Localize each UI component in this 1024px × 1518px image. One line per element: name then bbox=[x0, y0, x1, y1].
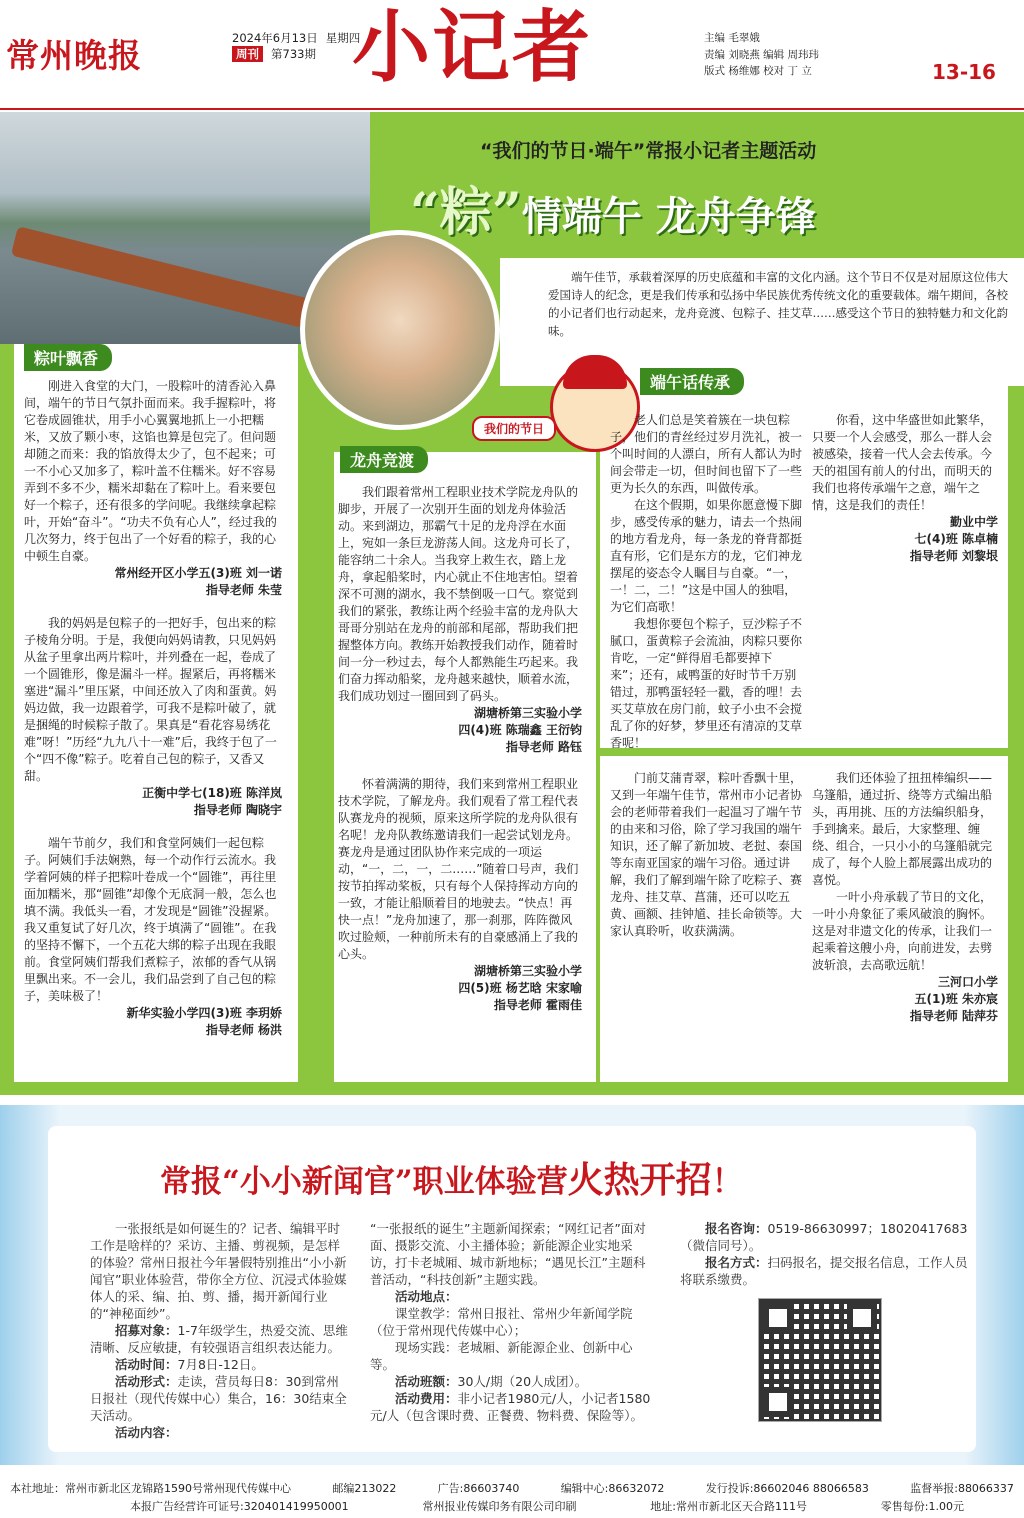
section-label-longzhou: 龙舟竞渡 bbox=[340, 446, 428, 473]
feature-title-zong: “粽” bbox=[410, 182, 522, 243]
footer-price: 零售每份:1.00元 bbox=[880, 1500, 964, 1513]
article-school: 湖塘桥第三实验小学 bbox=[473, 706, 582, 720]
ad-column-3 bbox=[680, 1220, 970, 1288]
ad-key: 活动内容： bbox=[115, 1425, 178, 1440]
ad-value: 课堂教学：常州日报社、常州少年新闻学院（位于常州现代传媒中心）； bbox=[370, 1306, 633, 1338]
article-text: 端午节前夕，我们和食堂阿姨们一起包粽子。阿姨们手法娴熟，每一个动作行云流水。我学着阿姨的样子把粽叶卷成一个“圆锥”，再往里面加糯米，那“圆锥”却像个无底洞一般，怎么也填不满。我低头一看，才发现是“圆锥”没握紧。我又重复试了好几次，终于填满了“圆锥”。在我的坚持不懈下，一个五花大绑的粽子出现在我眼前。食堂阿姨们帮我们煮粽子，浓郁的香气从锅里飘出来。不一会儿，我们品尝到了自己包的粽子，美味极了！ bbox=[24, 836, 277, 1003]
ad-value: 0519-86630997；18020417683（微信同号）。 bbox=[680, 1221, 968, 1253]
article-column-right-top-b bbox=[812, 412, 998, 565]
article-text: 怀着满满的期待，我们来到常州工程职业技术学院，了解龙舟。我们观看了常工程代表队赛龙舟的视频，原来这所学院的龙舟队很有名呢！龙舟队教练邀请我们一起尝试划龙舟。赛龙舟是通过团队协作来完成的一项运动，“一，二，一，二……”随着口号声，我们按节拍挥动桨板，只有每个人保持挥动方向的一致，才能让船顺着目的地驶去。“快点！再快一点！”龙舟加速了，那一刹那，阵阵微风吹过脸颊，一种前所未有的自豪感涌上了我的心头。 bbox=[338, 777, 579, 961]
ad-key: 活动形式： bbox=[115, 1374, 178, 1389]
article-text: 刚进入食堂的大门，一股粽叶的清香沁入鼻间，端午的节日气氛扑面而来。我手握粽叶，将它卷成圆锥状，用手小心翼翼地抓上一小把糯米，又放了颗小枣，这馅也算是包完了。但问题却随之而来：我的馅放得太少了，包不起来；可一不小心又加多了，粽叶盖不住糯米。好不容易弄到不多不少，糯米却黏在了粽叶上。看来要包好一个粽子，还有很多的学问呢。我继续拿起粽叶，开始“奋斗”。“功夫不负有心人”，经过我的几次努力，终于包出了一个好看的粽子，我的心中顿生自豪。 bbox=[24, 379, 277, 563]
page-title: 小记者 bbox=[352, 2, 593, 93]
article-text: 老人们总是笑着簇在一块包粽子，他们的青丝经过岁月洗礼，被一个叫时间的人漂白，所有人都认为时间会带走一切，但时间也留下了一些更为长久的东西，叫做传承。 bbox=[610, 413, 803, 495]
article-teacher: 指导老师 陶晓宇 bbox=[193, 803, 282, 817]
qr-finder-icon bbox=[847, 1303, 877, 1333]
issue-date: 2024年6月13日 bbox=[232, 31, 318, 45]
article-column-right-bottom-b bbox=[812, 770, 998, 1025]
staff-line: 版式 杨维娜 校对 丁 立 bbox=[704, 65, 812, 77]
ad-title-end: ！ bbox=[711, 1164, 743, 1200]
article-teacher: 指导老师 陆萍芬 bbox=[909, 1009, 998, 1023]
article-text: 门前艾蒲青翠，粽叶香飘十里，又到一年端午佳节，常州市小记者协会的老师带着我们一起温习了端午节的由来和习俗，除了学习我国的端午知识，还了解了新加坡、老挝、泰国等东南亚国家的端午习俗。通过讲解，我们了解到端午除了吃粽子、赛龙舟、挂艾草、菖蒲，还可以吃五黄、画额、挂钟馗、挂长命锁等。大家认真聆听，收获满满。 bbox=[610, 771, 803, 938]
section-label-zongye: 粽叶飘香 bbox=[24, 344, 112, 371]
zongzi-photo bbox=[300, 230, 500, 430]
article-text: 我的妈妈是包粽子的一把好手，包出来的粽子棱角分明。于是，我便向妈妈请教，只见妈妈从盆子里拿出两片粽叶，并列叠在一起，卷成了一个圆锥形，像是漏斗一样。握紧后，再将糯米塞进“漏斗”里压紧，中间还放入了肉和蛋黄。妈妈边做，我一边跟着学，可我不是粽叶破了，就是捆绳的时候粽子散了。果真是“看花容易绣花难”呀！”历经“九九八十一难”后，我终于包了一个“四不像”粽子。吃着自己包的粽子，又香又甜。 bbox=[24, 616, 277, 783]
qr-finder-icon bbox=[763, 1387, 793, 1417]
ad-key: 活动时间： bbox=[115, 1357, 178, 1372]
article-text: 在这个假期，如果你愿意慢下脚步，感受传承的魅力，请去一个热闹的地方看龙舟，每一条龙的脊背都挺直有形，它们是东方的龙，它们神龙摆尾的姿态令人瞩目与自豪。“一，一！二，二！”这是中国人的独唱，为它们高歌！ bbox=[610, 498, 803, 614]
feature-subtitle: “我们的节日·端午”常报小记者主题活动 bbox=[480, 140, 817, 162]
ad-column-1 bbox=[90, 1220, 348, 1441]
article-column-left bbox=[24, 378, 282, 1039]
footer-printer: 常州报业传媒印务有限公司印刷 bbox=[422, 1500, 577, 1513]
staff-line: 主编 毛翠娥 bbox=[704, 32, 760, 44]
ad-title bbox=[160, 1152, 743, 1203]
ad-key: 活动班额： bbox=[395, 1374, 458, 1389]
article-authors: 五(1)班 朱亦宸 bbox=[914, 992, 998, 1006]
feature-title bbox=[410, 170, 816, 245]
newspaper-logo: 常州晚报 bbox=[6, 36, 142, 75]
article-teacher: 指导老师 路钰 bbox=[505, 740, 582, 754]
ad-key: 报名方式： bbox=[705, 1255, 768, 1270]
article-column-right-top-a bbox=[610, 412, 802, 752]
dragon-boat-shape bbox=[11, 226, 309, 328]
weekly-tag: 周刊 bbox=[232, 46, 263, 62]
footer-ads: 广告:86603740 bbox=[437, 1482, 520, 1495]
footer-editorial: 编辑中心:86632072 bbox=[560, 1482, 665, 1495]
ad-title-hot: 火热开招 bbox=[567, 1159, 712, 1201]
feature-title-rest: 情端午 龙舟争锋 bbox=[521, 193, 816, 240]
article-text: 我想你要包个粽子，豆沙粽子不腻口，蛋黄粽子会流油，肉粽只要你肯吃，一定“鲜得眉毛都要掉下来”；还有，咸鸭蛋的好时节千万别错过，那鸭蛋轻轻一戳，香的哩！去买艾草放在房门前，蚊子小虫不会搅乱了你的好梦，梦里还有清凉的艾草香呢！ bbox=[610, 617, 803, 750]
ad-value: 30人/期（20人成团）。 bbox=[457, 1374, 588, 1389]
footer-license: 本报广告经营许可证号:320401419950001 bbox=[130, 1500, 349, 1513]
article-school: 常州经开区小学五(3)班 刘一诺 bbox=[114, 566, 282, 580]
article-school: 勤业中学 bbox=[949, 515, 998, 529]
article-text: 我们跟着常州工程职业技术学院龙舟队的脚步，开展了一次别开生面的划龙舟体验活动。来到湖边，那霸气十足的龙舟浮在水面上，宛如一条巨龙游荡人间。这龙舟可长了，能容纳二十余人。当我穿上救生衣，踏上龙舟，拿起船桨时，内心就止不住地害怕。望着深不可测的湖水，我不禁倒吸一口气。察觉到我们的紧张，教练让两个经验丰富的龙舟队大哥哥分别站在龙舟的前部和尾部，帮助我们把握整体方向。教练开始教授我们动作，随着时间一分一秒过去，每个人都熟能生巧起来。我们奋力挥动船桨，龙舟越来越快，顺着水流，我们成功划过一圈回到了码头。 bbox=[338, 485, 579, 703]
footer bbox=[0, 1480, 1024, 1516]
staff-credits bbox=[704, 30, 819, 80]
article-school: 湖塘桥第三实验小学 bbox=[473, 964, 582, 978]
footer-address: 本社地址：常州市新北区龙锦路1590号常州现代传媒中心 bbox=[10, 1482, 291, 1495]
festival-ribbon: 我们的节日 bbox=[472, 416, 556, 441]
article-text: 一叶小舟承载了节日的文化，一叶小舟象征了乘风破浪的胸怀。这是对非遗文化的传承，让我们一起乘着这艘小舟，向前进发，去劈波斩浪，去高歌远航！ bbox=[812, 890, 993, 972]
ad-key: 活动地点： bbox=[395, 1289, 458, 1304]
ad-value: 非小记者1980元/人，小记者1580元/人（包含课时费、正餐费、物料费、保险等）。 bbox=[370, 1391, 651, 1423]
footer-printer-address: 地址:常州市新北区天合路111号 bbox=[650, 1500, 807, 1513]
issue-weekday: 星期四 bbox=[325, 31, 361, 45]
ad-value: “一张报纸的诞生”主题新闻探索；“网红记者”面对面、摄影交流、小主播体验；新能源企业实地采访，打卡老城厢、城市新地标；“遇见长江”主题科普活动，“科技创新”主题实践。 bbox=[370, 1221, 646, 1287]
article-text: 我们还体验了扭扭棒编织——乌篷船，通过折、绕等方式编出船头，再用挑、压的方法编织船身，手到擒来。最后，大家整理、缠绕、组合，一只小小的乌篷船就完成了，每个人脸上都展露出成功的喜悦。 bbox=[812, 771, 993, 887]
issue-info bbox=[232, 30, 360, 62]
ad-title-a: 常报“小小新闻官”职业体验营 bbox=[160, 1164, 568, 1200]
ad-key: 报名咨询： bbox=[705, 1221, 768, 1236]
ad-value: 走读，营员每日8：30到常州日报社（现代传媒中心）集合，16：30结束全天活动。 bbox=[90, 1374, 347, 1423]
article-column-right-bottom-a bbox=[610, 770, 802, 940]
footer-report: 监督举报:88066337 bbox=[910, 1482, 1014, 1495]
masthead-rule bbox=[0, 108, 1024, 110]
article-school: 新华实验小学四(3)班 李玥娇 bbox=[126, 1006, 282, 1020]
footer-complaints: 发行投诉:86602046 88066583 bbox=[705, 1482, 869, 1495]
article-column-middle bbox=[338, 484, 582, 1014]
article-authors: 七(4)班 陈卓楠 bbox=[914, 532, 998, 546]
article-text: 你看，这中华盛世如此繁华，只要一个人会感受，那么一群人会被感染，接着一代人会去传承。今天的祖国有前人的付出，而明天的我们也将传承端午之意，端午之情，这是我们的责任！ bbox=[812, 413, 993, 512]
qr-finder-icon bbox=[763, 1303, 793, 1333]
article-teacher: 指导老师 杨洪 bbox=[205, 1023, 282, 1037]
feature-intro: 端午佳节，承载着深厚的历史底蕴和丰富的文化内涵。这个节日不仅是对屈原这位伟大爱国诗人的纪念，更是我们传承和弘扬中华民族优秀传统文化的重要载体。端午期间，各校的小记者们也行动起来，龙舟竞渡、包粽子、挂艾草……感受这个节日的独特魅力和文化韵味。 bbox=[548, 270, 1008, 338]
ad-value: 现场实践：老城厢、新能源企业、创新中心等。 bbox=[370, 1340, 633, 1372]
staff-line: 责编 刘晓燕 编辑 周玮玮 bbox=[704, 48, 820, 61]
ad-value: 7月8日-12日。 bbox=[177, 1357, 264, 1372]
ad-value: 1-7年级学生，热爱交流、思维清晰、反应敏捷，有较强语言组织表达能力。 bbox=[90, 1323, 348, 1355]
qr-code-icon[interactable] bbox=[758, 1298, 882, 1422]
ad-key: 招募对象： bbox=[115, 1323, 178, 1338]
article-school: 三河口小学 bbox=[937, 975, 998, 989]
section-label-chuancheng: 端午话传承 bbox=[640, 368, 744, 395]
issue-number: 第733期 bbox=[271, 47, 316, 61]
ad-column-2 bbox=[370, 1220, 652, 1424]
article-authors: 四(5)班 杨艺晗 宋家喻 bbox=[458, 981, 582, 995]
article-teacher: 指导老师 朱莹 bbox=[205, 583, 282, 597]
ad-intro: 一张报纸是如何诞生的？记者、编辑平时工作是啥样的？采访、主播、剪视频，是怎样的体验？常州日报社今年暑假特别推出“小小新闻官”职业体验营，带你全方位、沉浸式体验媒体人的采、编、拍、剪、播，揭开新闻行业的“神秘面纱”。 bbox=[90, 1221, 347, 1321]
article-authors: 四(4)班 陈瑞鑫 王衍钧 bbox=[458, 723, 582, 737]
article-teacher: 指导老师 刘黎垠 bbox=[909, 549, 998, 563]
page-range: 13-16 bbox=[932, 60, 996, 84]
footer-postcode: 邮编213022 bbox=[332, 1482, 397, 1495]
ad-value: 扫码报名，提交报名信息，工作人员将联系缴费。 bbox=[680, 1255, 968, 1287]
article-teacher: 指导老师 霍雨佳 bbox=[493, 998, 582, 1012]
ad-key: 活动费用： bbox=[395, 1391, 458, 1406]
article-school: 正衡中学七(18)班 陈洋岚 bbox=[142, 786, 282, 800]
